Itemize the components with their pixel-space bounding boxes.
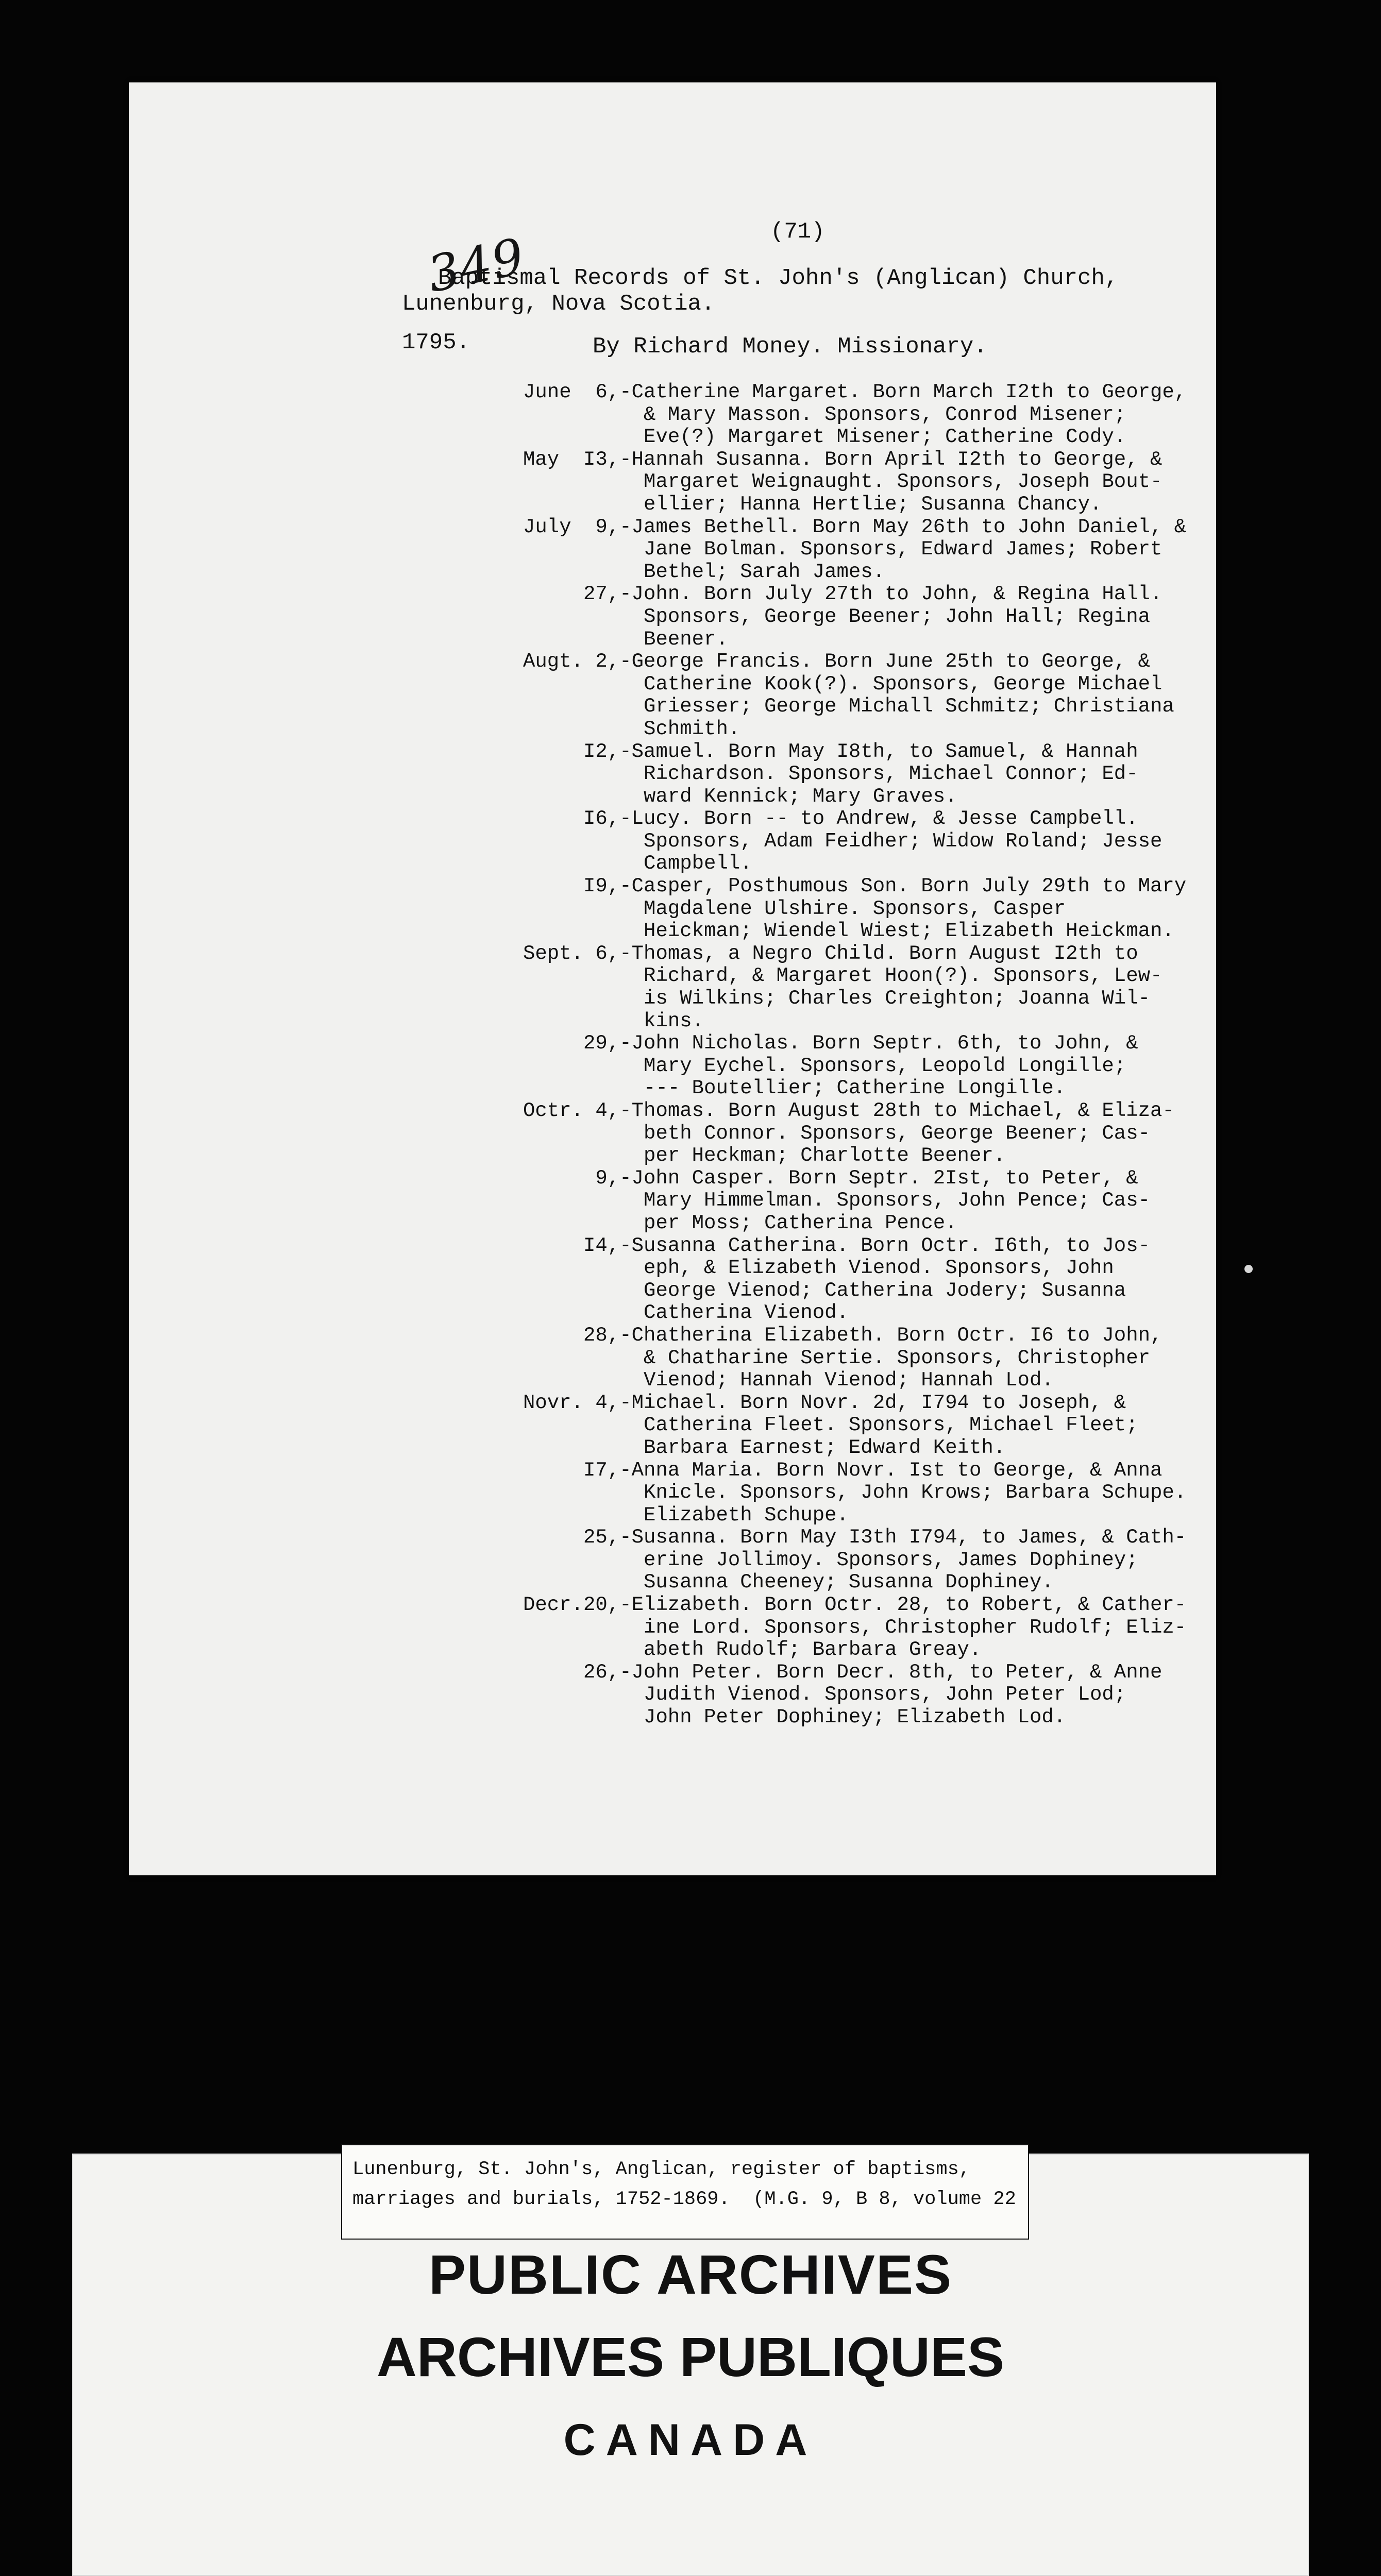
entry-line: --- Boutellier; Catherine Longille. <box>523 1077 1066 1100</box>
entry-line: 25,-Susanna. Born May I3th I794, to James, & Cath- <box>523 1526 1187 1549</box>
entry-line: Sponsors, George Beener; John Hall; Regina <box>523 605 1150 628</box>
entry-line: Bethel; Sarah James. <box>523 560 885 583</box>
speck <box>1244 1265 1253 1273</box>
entry-line: Griesser; George Michall Schmitz; Christiana <box>523 695 1174 718</box>
entry-line: Octr. 4,-Thomas. Born August 28th to Michael, & Eliza- <box>523 1099 1174 1122</box>
officiant: By Richard Money. Missionary. <box>593 334 987 360</box>
entry-line: Catherine Kook(?). Sponsors, George Michael <box>523 672 1163 696</box>
public-archives: PUBLIC ARCHIVES <box>428 2243 953 2306</box>
entry-line: 29,-John Nicholas. Born Septr. 6th, to John, & <box>523 1032 1138 1055</box>
canada: CANADA <box>563 2415 818 2465</box>
entry-line: Augt. 2,-George Francis. Born June 25th to George, & <box>523 650 1150 673</box>
archives-publiques: ARCHIVES PUBLIQUES <box>376 2326 1005 2388</box>
entry-line: Vienod; Hannah Vienod; Hannah Lod. <box>523 1369 1054 1392</box>
entry-line: Eve(?) Margaret Misener; Catherine Cody. <box>523 426 1126 449</box>
entry-line: Knicle. Sponsors, John Krows; Barbara Schupe. <box>523 1481 1187 1504</box>
entry-line: per Moss; Catherina Pence. <box>523 1211 957 1234</box>
entry-line: Sponsors, Adam Feidher; Widow Roland; Jesse <box>523 829 1163 853</box>
entry-line: eph, & Elizabeth Vienod. Sponsors, John <box>523 1257 1114 1280</box>
entry-line: kins. <box>523 1009 704 1032</box>
entry-line: George Vienod; Catherina Jodery; Susanna <box>523 1279 1126 1302</box>
entry-line: Decr.20,-Elizabeth. Born Octr. 28, to Robert, & Cather- <box>523 1594 1187 1617</box>
page-number: (71) <box>770 219 825 245</box>
handwritten-number: 349 <box>423 227 530 304</box>
entry-line: is Wilkins; Charles Creighton; Joanna Wil- <box>523 987 1150 1010</box>
archive-slip <box>341 2144 1029 2240</box>
entry-line: July 9,-James Bethell. Born May 26th to John Daniel, & <box>523 515 1187 538</box>
baptism-entries <box>523 381 1296 1729</box>
slip-line: Lunenburg, St. John's, Anglican, register of baptisms, <box>352 2159 970 2180</box>
entry-line: beth Connor. Sponsors, George Beener; Cas- <box>523 1122 1150 1145</box>
entry-line: Margaret Weignaught. Sponsors, Joseph Bout- <box>523 470 1163 494</box>
entry-line: ine Lord. Sponsors, Christopher Rudolf; Eliz- <box>523 1616 1187 1639</box>
entry-line: 28,-Chatherina Elizabeth. Born Octr. I6 to John, <box>523 1324 1163 1347</box>
entry-line: & Mary Masson. Sponsors, Conrod Misener; <box>523 403 1126 426</box>
document-title: Baptismal Records of St. John's (Anglican) Church, <box>438 265 1119 291</box>
entry-line: I9,-Casper, Posthumous Son. Born July 29th to Mary <box>523 875 1187 898</box>
entry-line: 26,-John Peter. Born Decr. 8th, to Peter, & Anne <box>523 1660 1163 1684</box>
entry-line: & Chatharine Sertie. Sponsors, Christopher <box>523 1346 1150 1369</box>
entry-line: Catherina Vienod. <box>523 1301 849 1325</box>
entry-line: Mary Eychel. Sponsors, Leopold Longille; <box>523 1054 1126 1077</box>
archive-label <box>72 2154 1309 2576</box>
entry-line: Heickman; Wiendel Wiest; Elizabeth Heickman. <box>523 920 1174 943</box>
entry-line: Susanna Cheeney; Susanna Dophiney. <box>523 1571 1054 1594</box>
entry-line: ellier; Hanna Hertlie; Susanna Chancy. <box>523 493 1102 516</box>
entry-line: Catherina Fleet. Sponsors, Michael Fleet; <box>523 1414 1138 1437</box>
entry-line: ward Kennick; Mary Graves. <box>523 785 957 808</box>
record-page <box>129 82 1216 1875</box>
entry-line: Richardson. Sponsors, Michael Connor; Ed- <box>523 762 1138 786</box>
entry-line: I4,-Susanna Catherina. Born Octr. I6th, to Jos- <box>523 1234 1150 1257</box>
entry-line: Sept. 6,-Thomas, a Negro Child. Born August I2th to <box>523 942 1138 965</box>
entry-line: abeth Rudolf; Barbara Greay. <box>523 1638 982 1662</box>
entry-line: I6,-Lucy. Born -- to Andrew, & Jesse Campbell. <box>523 807 1138 831</box>
entry-line: Elizabeth Schupe. <box>523 1503 849 1527</box>
entry-line: I2,-Samuel. Born May I8th, to Samuel, & Hannah <box>523 740 1138 763</box>
entry-line: 9,-John Casper. Born Septr. 2Ist, to Peter, & <box>523 1166 1138 1190</box>
entry-line: erine Jollimoy. Sponsors, James Dophiney; <box>523 1548 1138 1571</box>
record-year: 1795. <box>402 330 470 355</box>
entry-line: May I3,-Hannah Susanna. Born April I2th to George, & <box>523 448 1163 471</box>
entry-line: per Heckman; Charlotte Beener. <box>523 1144 1006 1167</box>
entry-line: Novr. 4,-Michael. Born Novr. 2d, I794 to Joseph, & <box>523 1391 1126 1414</box>
entry-line: Judith Vienod. Sponsors, John Peter Lod; <box>523 1683 1126 1706</box>
slip-line: marriages and burials, 1752-1869. (M.G. 9, B 8, volume 22 <box>352 2189 1016 2210</box>
entry-line: Jane Bolman. Sponsors, Edward James; Robert <box>523 538 1163 561</box>
entry-line: Richard, & Margaret Hoon(?). Sponsors, Lew- <box>523 964 1163 988</box>
entry-line: John Peter Dophiney; Elizabeth Lod. <box>523 1706 1066 1729</box>
entry-line: Magdalene Ulshire. Sponsors, Casper <box>523 897 1066 920</box>
document-location: Lunenburg, Nova Scotia. <box>402 291 715 317</box>
entry-line: 27,-John. Born July 27th to John, & Regina Hall. <box>523 583 1163 606</box>
entry-line: I7,-Anna Maria. Born Novr. Ist to George, & Anna <box>523 1459 1163 1482</box>
entry-line: June 6,-Catherine Margaret. Born March I2th to George, <box>523 381 1187 403</box>
entry-line: Beener. <box>523 628 728 651</box>
entry-line: Barbara Earnest; Edward Keith. <box>523 1436 1006 1459</box>
entry-line: Campbell. <box>523 852 752 875</box>
entry-line: Mary Himmelman. Sponsors, John Pence; Cas- <box>523 1189 1150 1212</box>
entry-line: Schmith. <box>523 717 740 740</box>
